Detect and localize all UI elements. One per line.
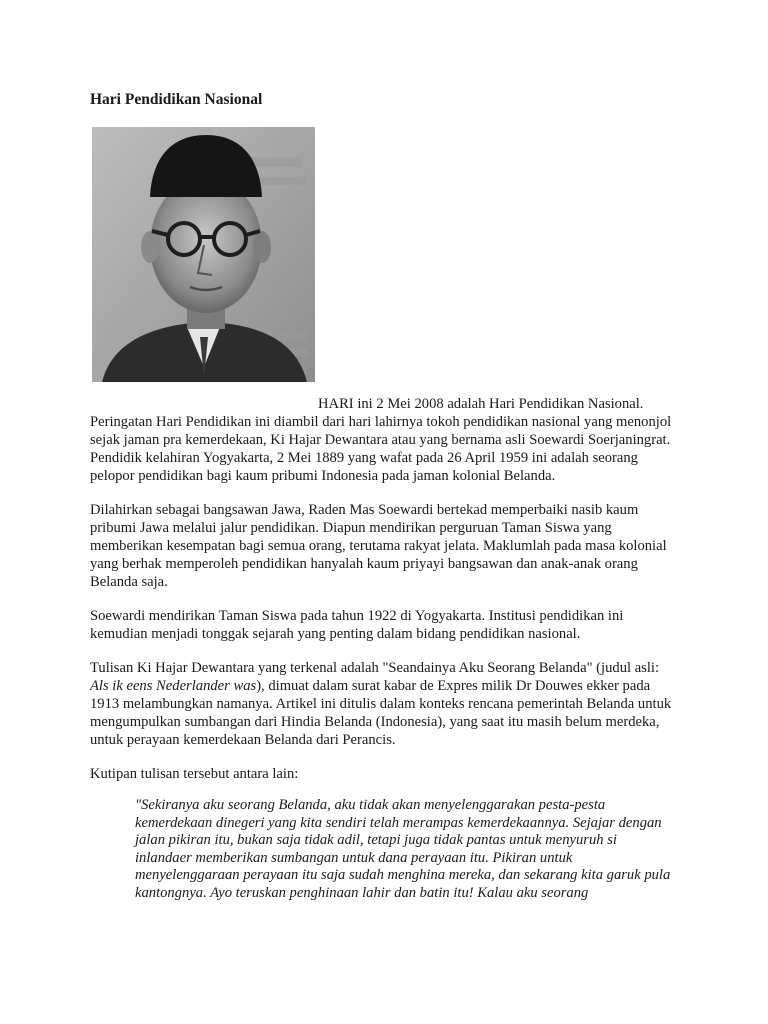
paragraph-4-italic-title: Als ik eens Nederlander was xyxy=(90,678,257,694)
paragraph-4-part-2: ), dimuat dalam surat kabar de Expres milik Dr Douwes ekker pada 1913 melambungkan namanya. Artikel ini ditulis dalam konteks rencana pemerintah Belanda untuk mengumpulkan sumbangan dari Hindia Belanda (Indonesia), yang saat itu masih belum merdeka, untuk perayaan kemerdekaan Belanda dari Perancis. xyxy=(90,678,672,748)
paragraph-2: Dilahirkan sebagai bangsawan Jawa, Raden Mas Soewardi bertekad memperbaiki nasib kaum pribumi Jawa melalui jalur pendidikan. Diapun mendirikan perguruan Taman Siswa yang memberikan kesempatan bagi semua orang, terutama rakyat jelata. Maklumlah pada masa kolonial yang berhak memperoleh pendidikan hanyalah kaum priyayi bangsawan dan anak-anak orang Belanda saja. xyxy=(90,502,667,590)
portrait-illustration xyxy=(92,127,315,382)
article-body xyxy=(90,395,680,799)
block-quote: "Sekiranya aku seorang Belanda, aku tidak akan menyelenggarakan pesta-pesta kemerdekaan dinegeri yang kita sendiri telah merampas kemerdekaannya. Sejajar dengan jalan pikiran itu, bukan saja tidak adil, tetapi juga tidak pantas untuk menyuruh si inlandaer memberikan sumbangan untuk dana perayaan itu. Pikiran untuk menyelenggaraan perayaan itu saja sudah menghina mereka, dan sekarang kita garuk pula kantongnya. Ayo teruskan penghinaan lahir dan batin itu! Kalau aku seorang xyxy=(135,797,671,901)
portrait-photo xyxy=(92,127,315,382)
paragraph-1 xyxy=(90,395,680,485)
paragraph-5: Kutipan tulisan tersebut antara lain: xyxy=(90,766,299,782)
paragraph-3: Soewardi mendirikan Taman Siswa pada tahun 1922 di Yogyakarta. Institusi pendidikan ini kemudian menjadi tonggak sejarah yang penting dalam bidang pendidikan nasional. xyxy=(90,608,624,642)
paragraph-1-lead: HARI ini 2 Mei 2008 adalah Hari Pendidikan Nasional. xyxy=(318,396,644,412)
page-title: Hari Pendidikan Nasional xyxy=(90,91,263,108)
paragraph-4-part-1: Tulisan Ki Hajar Dewantara yang terkenal adalah "Seandainya Aku Seorang Belanda" (judul asli: xyxy=(90,660,660,676)
paragraph-4 xyxy=(90,659,680,749)
paragraph-1-rest: Peringatan Hari Pendidikan ini diambil dari hari lahirnya tokoh pendidikan nasional yang menonjol sejak jaman pra kemerdekaan, Ki Hajar Dewantara atau yang bernama asli Soewardi Soerjaningrat. Pendidik kelahiran Yogyakarta, 2 Mei 1889 yang wafat pada 26 April 1959 ini adalah seorang pelopor pendidikan bagi kaum pribumi Indonesia pada jaman kolonial Belanda. xyxy=(90,414,672,484)
